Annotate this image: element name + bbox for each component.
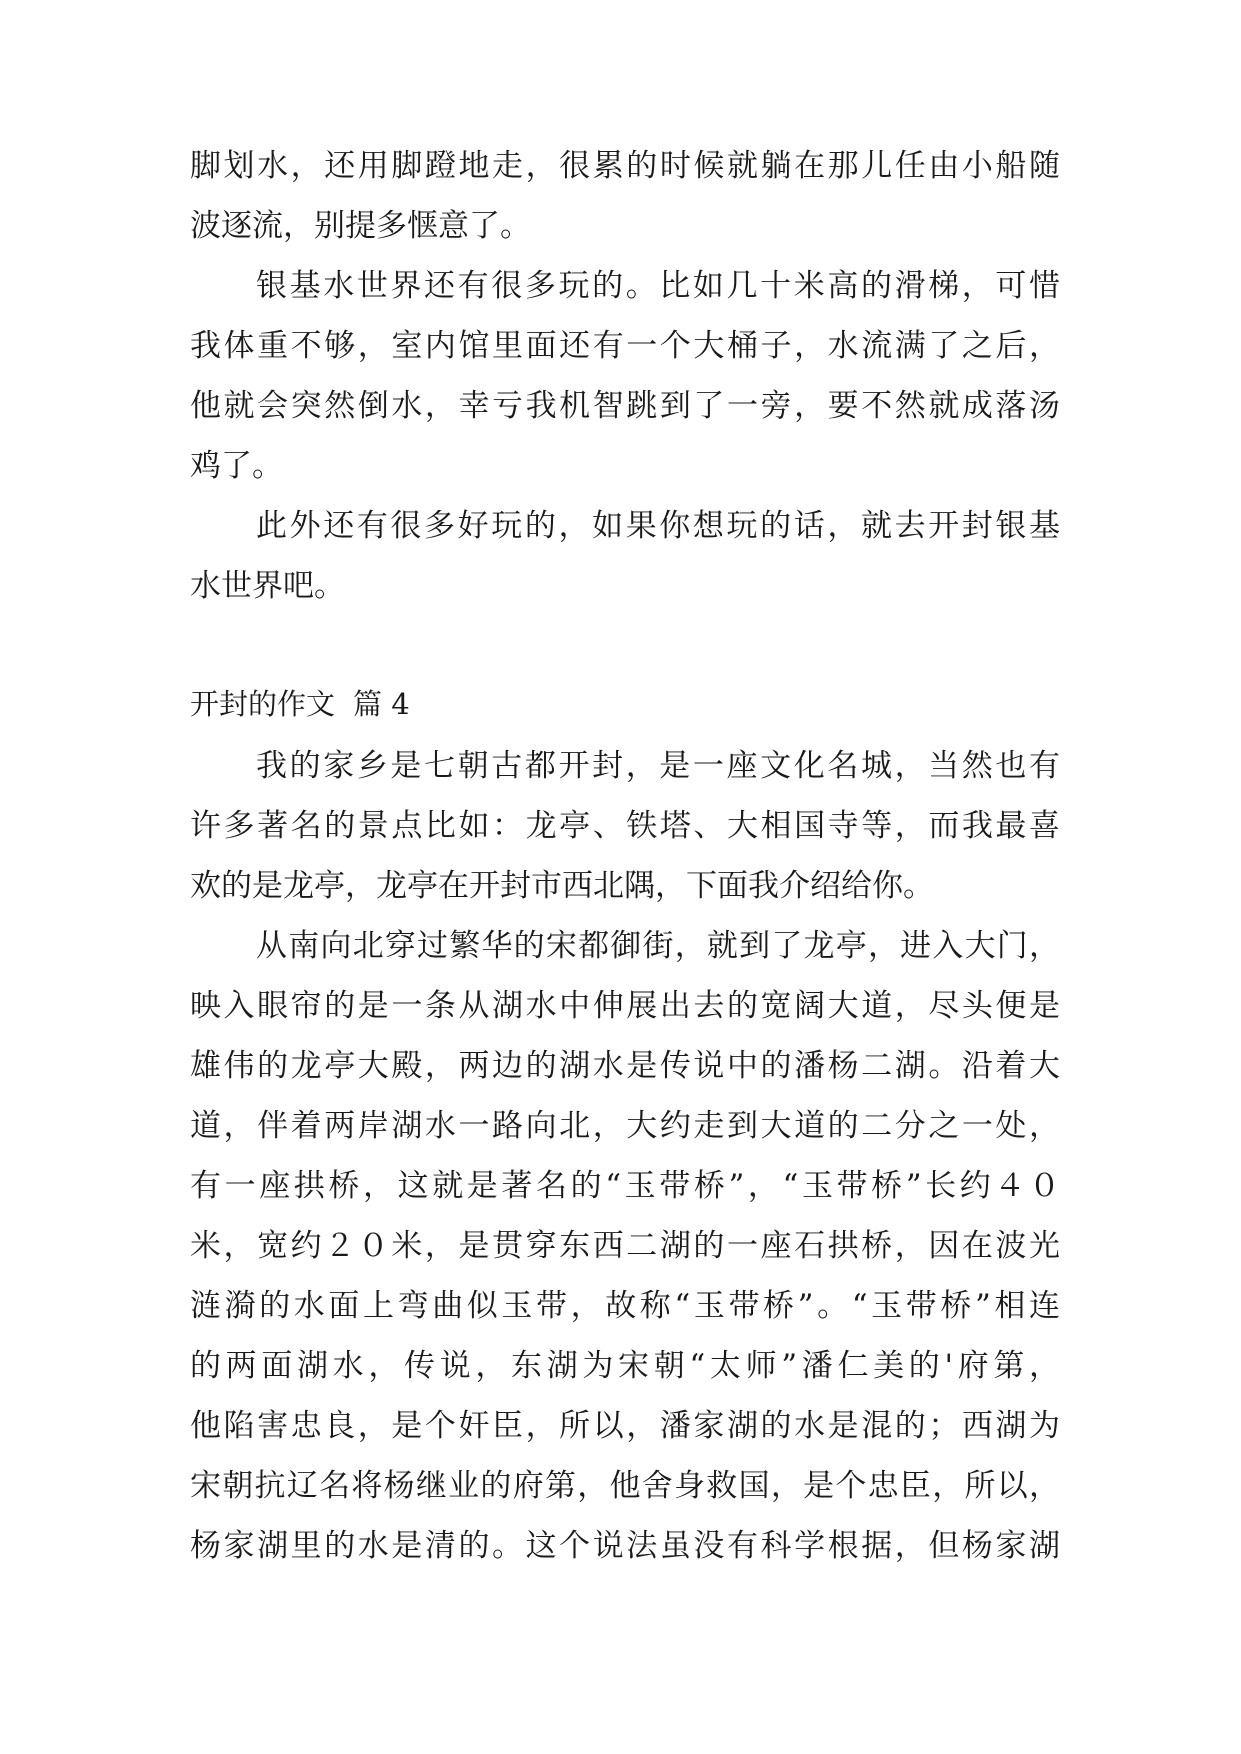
text-line: 银基水世界还有很多玩的。比如几十米高的滑梯，可惜 [256,268,1060,304]
text-line: 欢的是龙亭，龙亭在开封市西北隅，下面我介绍给你。 [190,868,934,904]
text-line: 映入眼帘的是一条从湖水中伸展出去的宽阔大道，尽头便是 [190,988,1060,1024]
text-line: 从南向北穿过繁华的宋都御街，就到了龙亭，进入大门， [256,928,1060,964]
text-line: 他陷害忠良，是个奸臣，所以，潘家湖的水是混的；西湖为 [190,1408,1060,1444]
text-line: 波逐流，别提多惬意了。 [190,208,531,244]
text-line: 有一座拱桥，这就是著名的“玉带桥”，“玉带桥”长约４０ [190,1168,1060,1204]
text-line: 鸡了。 [190,448,283,484]
text-line: 他就会突然倒水，幸亏我机智跳到了一旁，要不然就成落汤 [190,388,1060,424]
text-line: 雄伟的龙亭大殿，两边的湖水是传说中的潘杨二湖。沿着大 [190,1048,1060,1084]
essay-part-number: 篇 4 [353,687,410,721]
text-line: 许多著名的景点比如：龙亭、铁塔、大相国寺等，而我最喜 [190,808,1060,844]
text-line: 的两面湖水，传说，东湖为宋朝“太师”潘仁美的'府第， [190,1348,1060,1384]
essay-title: 开封的作文 [190,687,336,721]
text-line: 涟漪的水面上弯曲似玉带，故称“玉带桥”。“玉带桥”相连 [190,1288,1060,1324]
text-line: 米，宽约２０米，是贯穿东西二湖的一座石拱桥，因在波光 [190,1228,1060,1264]
text-line: 宋朝抗辽名将杨继业的府第，他舍身救国，是个忠臣，所以， [190,1468,1060,1504]
text-line: 此外还有很多好玩的，如果你想玩的话，就去开封银基 [256,508,1060,544]
text-line: 水世界吧。 [190,568,345,604]
text-line: 杨家湖里的水是清的。这个说法虽没有科学根据，但杨家湖 [190,1528,1060,1564]
text-line: 脚划水，还用脚蹬地走，很累的时候就躺在那儿任由小船随 [190,148,1060,184]
essay-heading [190,674,410,734]
text-line: 道，伴着两岸湖水一路向北，大约走到大道的二分之一处， [190,1108,1060,1144]
text-line: 我体重不够，室内馆里面还有一个大桶子，水流满了之后， [190,328,1060,364]
text-line: 我的家乡是七朝古都开封，是一座文化名城，当然也有 [256,748,1060,784]
